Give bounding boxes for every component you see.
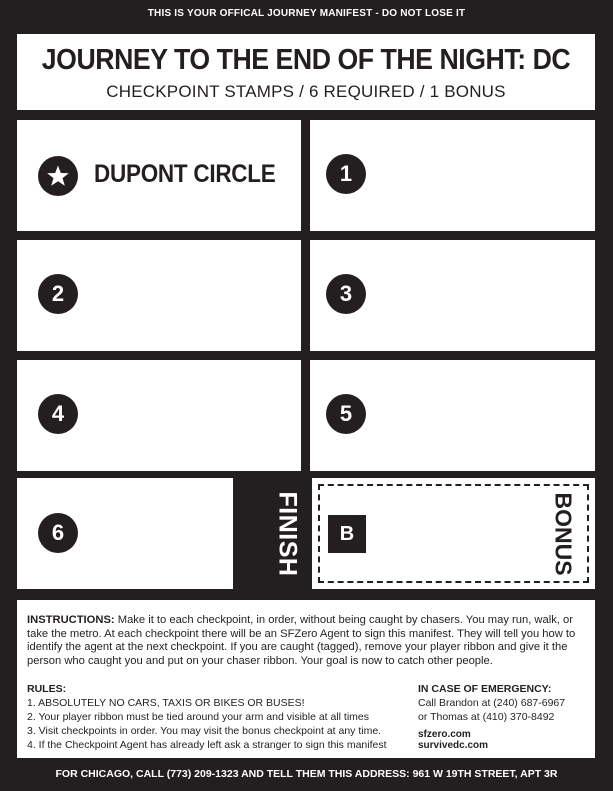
footer-note: FOR CHICAGO, CALL (773) 209-1323 AND TELL THEM THIS ADDRESS: 961 W 19TH STREET, APT 3R [55,768,558,780]
finish-label [270,478,304,589]
website-link[interactable]: sfzero.com [418,729,471,740]
emergency-contact: or Thomas at (410) 370-8492 [418,711,555,723]
rules-heading: RULES: [27,683,67,695]
checkpoint-number-5: 5 [326,394,366,434]
start-checkpoint-box [17,120,301,231]
checkpoint-box-4 [17,360,301,471]
rule-item: 4. If the Checkpoint Agent has already left ask a stranger to sign this manifest [27,739,387,751]
rule-item: 2. Your player ribbon must be tied around your arm and visible at all times [27,711,370,723]
checkpoint-box-2 [17,240,301,351]
start-location-label: DUPONT CIRCLE [94,160,276,188]
manifest-header [17,34,595,110]
website-link[interactable]: survivedc.com [418,740,489,751]
instructions-body: Make it to each checkpoint, in order, without being caught by chasers. You may run, walk, or take the metro. At each checkpoint there will be an SFZero Agent to sign this manifest. They will tell you how to identify the agent at the next checkpoint. If you are caught (tagged), remove your player ribbon and give it the person who caught you and put on your chaser ribbon. Your goal is now to catch other people. [27,614,576,667]
checkered-flag-pattern [233,478,263,589]
star-icon [38,156,78,196]
emergency-contact: Call Brandon at (240) 687-6967 [418,697,566,709]
rule-item: 1. ABSOLUTELY NO CARS, TAXIS OR BIKES OR BUSES! [27,697,305,709]
info-panel [17,600,595,758]
bonus-label [546,488,580,580]
rule-item: 3. Visit checkpoints in order. You may visit the bonus checkpoint at any time. [27,725,382,737]
checkpoint-number-2: 2 [38,274,78,314]
finish-text: FINISH [273,491,302,576]
checkpoint-box-6 [17,478,233,589]
checkpoint-number-1: 1 [326,154,366,194]
checkpoint-number-3: 3 [326,274,366,314]
checkpoint-number-4: 4 [38,394,78,434]
emergency-heading: IN CASE OF EMERGENCY: [418,683,552,695]
checkpoint-number-6: 6 [38,513,78,553]
instructions-text [27,614,587,668]
page-title: JOURNEY TO THE END OF THE NIGHT: DC [41,44,571,76]
checkpoint-box-5 [310,360,595,471]
checkpoint-box-3 [310,240,595,351]
bonus-marker: B [328,515,366,553]
instructions-heading: INSTRUCTIONS: [27,614,115,626]
bonus-text: BONUS [550,492,577,576]
page-subtitle: CHECKPOINT STAMPS / 6 REQUIRED / 1 BONUS [106,82,506,101]
checkpoint-box-1 [310,120,595,231]
manifest-banner: THIS IS YOUR OFFICAL JOURNEY MANIFEST - DO NOT LOSE IT [147,8,466,19]
